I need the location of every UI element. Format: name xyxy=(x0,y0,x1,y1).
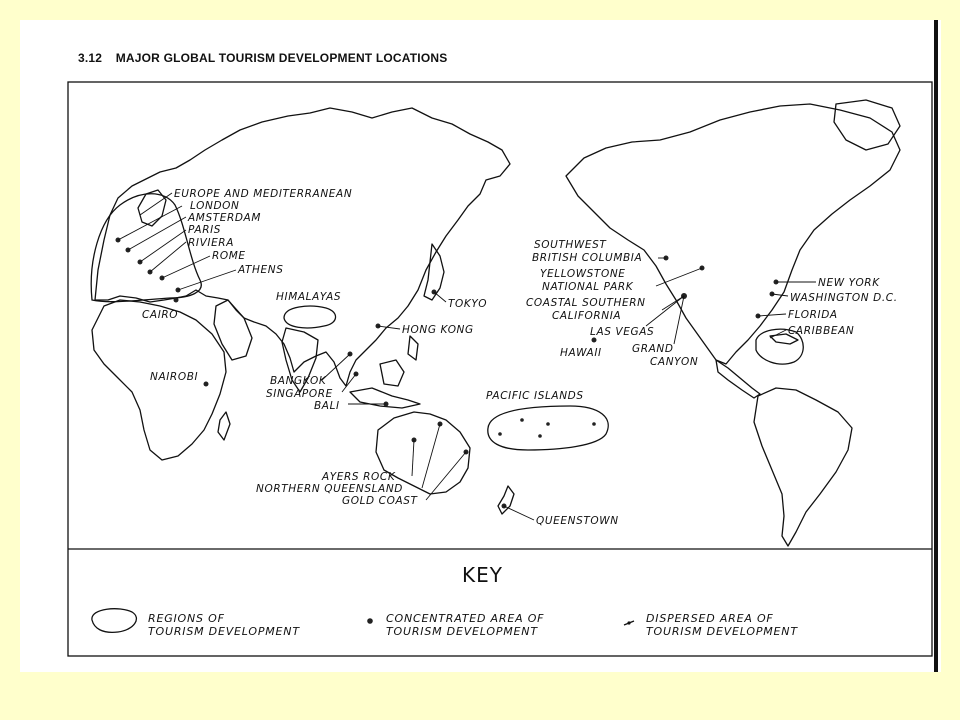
pacific-islands-region xyxy=(488,406,608,450)
greenland-outline xyxy=(834,100,900,150)
rome-leader xyxy=(162,256,210,278)
pacific-dot-3 xyxy=(538,434,542,438)
label-riviera: RIVIERA xyxy=(188,237,234,249)
label-yellowstone: YELLOWSTONE xyxy=(540,268,626,280)
key-item-2-line1: CONCENTRATED AREA OF xyxy=(386,612,545,625)
label-paris: PARIS xyxy=(188,224,222,236)
riviera-leader xyxy=(150,242,186,272)
amsterdam-leader xyxy=(128,217,186,250)
label-bangkok: BANGKOK xyxy=(270,375,327,387)
tokyo-leader xyxy=(434,292,446,302)
florida-leader xyxy=(758,314,786,316)
key-item-1-line1: REGIONS OF xyxy=(148,612,225,625)
athens-leader xyxy=(178,270,236,290)
borneo-outline xyxy=(380,360,404,386)
key-item-3-line2: TOURISM DEVELOPMENT xyxy=(646,625,798,638)
pacific-dot-1 xyxy=(520,418,524,422)
hawaii-dot xyxy=(592,338,597,343)
himalayas-region xyxy=(284,306,336,328)
label-washington: WASHINGTON D.C. xyxy=(790,292,898,304)
label-pacific: PACIFIC ISLANDS xyxy=(486,390,584,402)
paris-leader xyxy=(140,230,186,262)
label-hawaii: HAWAII xyxy=(560,347,602,359)
figure-title-text: MAJOR GLOBAL TOURISM DEVELOPMENT LOCATIONS xyxy=(115,51,448,65)
south-america-outline xyxy=(754,388,852,546)
label-canyon: CANYON xyxy=(650,356,699,368)
nq-leader xyxy=(422,424,440,488)
nairobi-dot xyxy=(204,382,209,387)
label-himalayas: HIMALAYAS xyxy=(276,291,342,303)
arabia-outline xyxy=(214,300,252,360)
key-concentrated-symbol xyxy=(367,618,373,624)
goldcoast-leader xyxy=(426,452,466,500)
label-amsterdam: AMSTERDAM xyxy=(188,212,261,224)
cairo-dot xyxy=(174,298,179,303)
eurasia-outline xyxy=(95,108,510,386)
label-coastal: COASTAL SOUTHERN xyxy=(526,297,646,309)
philippines-outline xyxy=(408,336,418,360)
label-singapore: SINGAPORE xyxy=(266,388,333,400)
continent-outlines xyxy=(92,100,900,546)
label-nqueensland: NORTHERN QUEENSLAND xyxy=(256,483,403,495)
map-labels xyxy=(142,188,898,527)
key-item-3-line1: DISPERSED AREA OF xyxy=(646,612,774,625)
label-cairo: CAIRO xyxy=(142,309,179,321)
label-bali: BALI xyxy=(314,400,340,412)
queenstown-leader xyxy=(504,506,534,520)
label-natpark: NATIONAL PARK xyxy=(542,281,634,293)
europe-region xyxy=(91,194,201,302)
label-caribbean: CARIBBEAN xyxy=(788,325,855,337)
label-ayers: AYERS ROCK xyxy=(322,471,396,483)
map-key xyxy=(92,563,798,638)
ayers-leader xyxy=(412,440,414,476)
label-tokyo: TOKYO xyxy=(448,298,488,310)
label-rome: ROME xyxy=(212,250,246,262)
central-america-outline xyxy=(716,360,760,398)
key-dispersed-symbol xyxy=(624,621,634,625)
label-florida: FLORIDA xyxy=(788,309,838,321)
figure-number: 3.12 xyxy=(78,51,103,65)
label-hongkong: HONG KONG xyxy=(402,324,474,336)
label-europe: EUROPE AND MEDITERRANEAN xyxy=(174,188,353,200)
label-nairobi: NAIROBI xyxy=(150,371,199,383)
concentrated-points xyxy=(116,238,779,509)
label-california: CALIFORNIA xyxy=(552,310,622,322)
label-southwest: SOUTHWEST xyxy=(534,239,607,251)
label-london: LONDON xyxy=(190,200,240,212)
pacific-dot-2 xyxy=(546,422,550,426)
label-grand: GRAND xyxy=(632,343,674,355)
key-title: KEY xyxy=(462,563,503,587)
key-region-symbol xyxy=(92,609,137,633)
yellowstone-leader xyxy=(656,268,702,286)
london-leader xyxy=(118,206,182,240)
label-athens: ATHENS xyxy=(238,264,284,276)
label-newyork: NEW YORK xyxy=(818,277,880,289)
label-bc: BRITISH COLUMBIA xyxy=(532,252,643,264)
madagascar-outline xyxy=(218,412,230,440)
hongkong-leader xyxy=(378,326,400,329)
pacific-dot-5 xyxy=(498,432,502,436)
key-item-1-line2: TOURISM DEVELOPMENT xyxy=(148,625,300,638)
label-goldcoast: GOLD COAST xyxy=(342,495,418,507)
key-item-2-line2: TOURISM DEVELOPMENT xyxy=(386,625,538,638)
pacific-dot-4 xyxy=(592,422,596,426)
label-lasvegas: LAS VEGAS xyxy=(590,326,655,338)
washington-leader xyxy=(772,294,788,296)
label-queenstown: QUEENSTOWN xyxy=(536,515,619,527)
